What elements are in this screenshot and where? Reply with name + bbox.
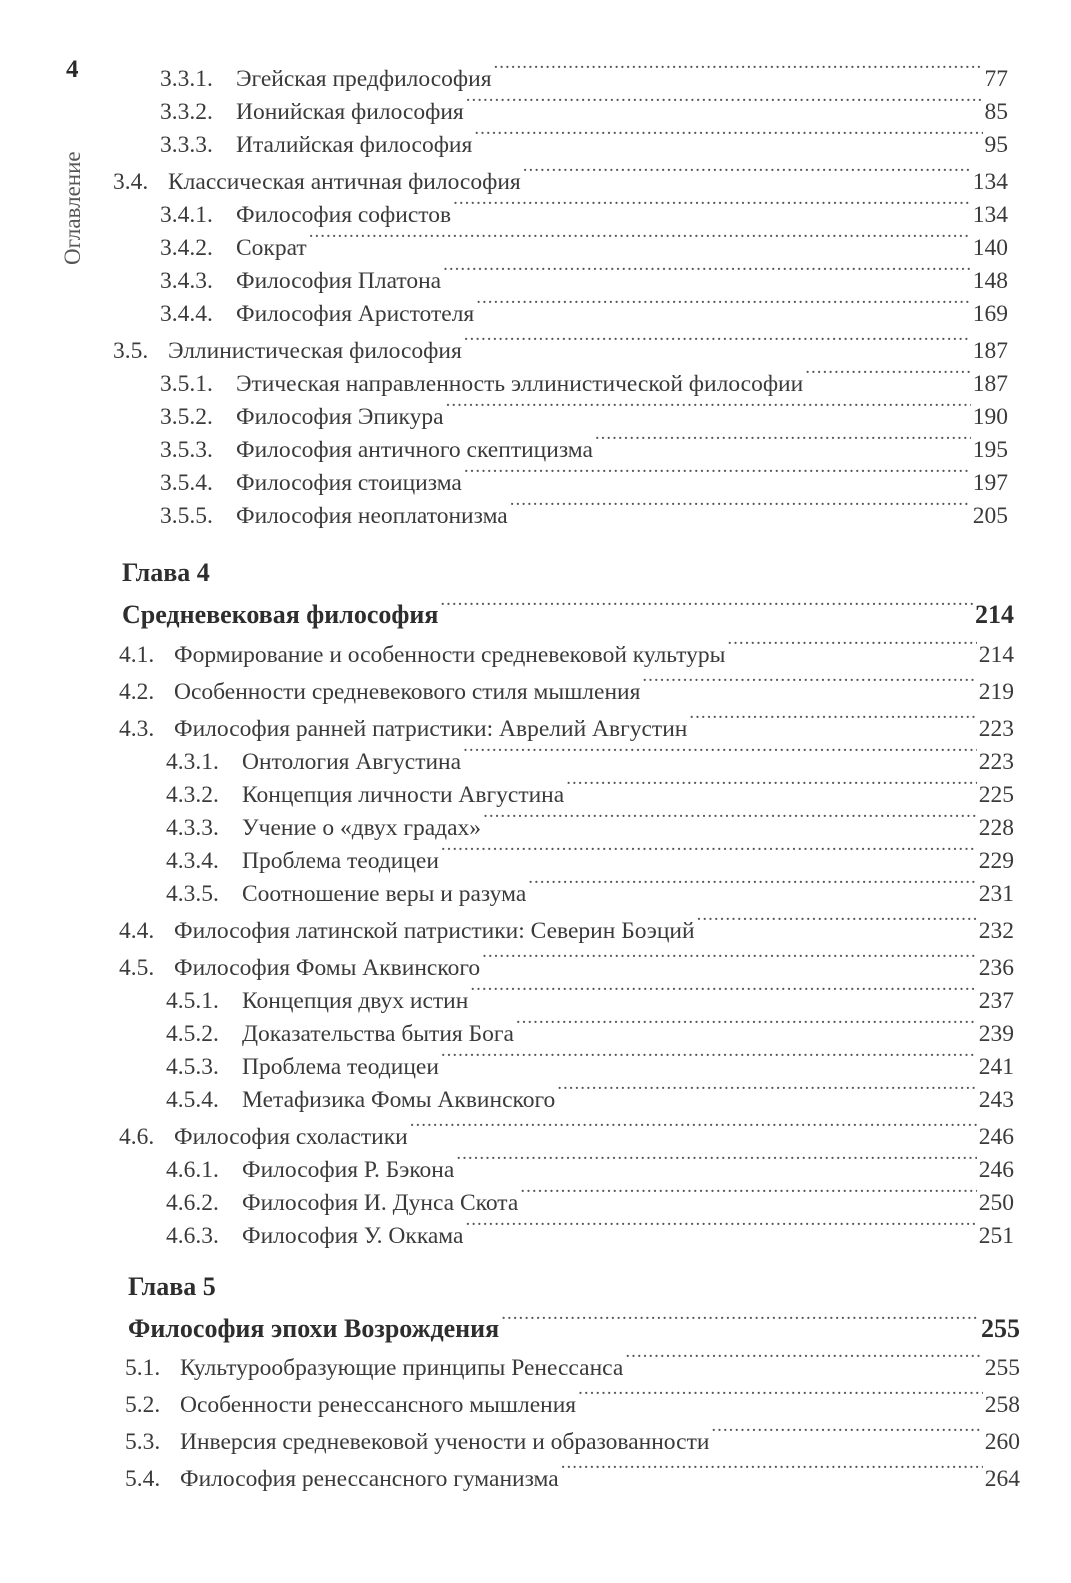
- entry-number: 5.2.: [125, 1392, 161, 1418]
- entry-number: 3.3.1.: [160, 66, 213, 92]
- entry-page-number: 223: [978, 749, 1014, 775]
- chapter-page-number: 255: [981, 1314, 1020, 1343]
- entry-title: Эгейская предфилософия: [236, 66, 492, 92]
- leader-dots: [470, 974, 976, 1008]
- toc-entry: [125, 1415, 1020, 1455]
- entry-page-number: 251: [978, 1223, 1014, 1249]
- entry-title: Классическая античная философия: [168, 169, 521, 195]
- leader-dots: [494, 52, 983, 86]
- entry-title: Философия схоластики: [174, 1124, 408, 1150]
- entry-number: 3.4.1.: [160, 202, 213, 228]
- entry-page-number: 246: [978, 1157, 1014, 1183]
- entry-page-number: 205: [972, 503, 1008, 529]
- entry-title: Философия Платона: [236, 268, 442, 294]
- leader-dots: [474, 118, 982, 152]
- leader-dots: [689, 702, 976, 736]
- entry-page-number: 241: [978, 1054, 1014, 1080]
- toc-entry: [166, 1209, 1014, 1249]
- entry-title: Концепция двух истин: [242, 988, 469, 1014]
- entry-title: Философия софистов: [236, 202, 452, 228]
- leader-dots: [523, 155, 971, 189]
- entry-page-number: 250: [978, 1190, 1014, 1216]
- entry-number: 4.5.2.: [166, 1021, 219, 1047]
- toc-entry: [166, 1143, 1014, 1183]
- entry-title: Философия Эпикура: [236, 404, 444, 430]
- toc-entry: [166, 834, 1014, 874]
- entry-page-number: 195: [972, 437, 1008, 463]
- toc-entry: [166, 1176, 1014, 1216]
- entry-title: Философия Фомы Аквинского: [174, 955, 481, 981]
- leader-dots: [566, 768, 977, 802]
- entry-page-number: 140: [972, 235, 1008, 261]
- entry-title: Философия неоплатонизма: [236, 503, 508, 529]
- leader-dots: [465, 1209, 976, 1243]
- entry-title: Культурообразующие принципы Ренессанса: [180, 1355, 624, 1381]
- leader-dots: [463, 735, 977, 769]
- leader-dots: [697, 904, 977, 938]
- entry-page-number: 134: [972, 169, 1008, 195]
- toc-entry: [166, 974, 1014, 1014]
- entry-title: Этическая направленность эллинистической философии: [236, 371, 804, 397]
- entry-page-number: 237: [978, 988, 1014, 1014]
- leader-dots: [625, 1341, 982, 1375]
- entry-number: 3.5.3.: [160, 437, 213, 463]
- leader-dots: [482, 941, 977, 975]
- entry-page-number: 219: [978, 679, 1014, 705]
- leader-dots: [557, 1073, 976, 1107]
- entry-page-number: 231: [978, 881, 1014, 907]
- entry-title: Проблема теодицеи: [242, 848, 439, 874]
- running-head: Оглавление: [60, 151, 85, 265]
- leader-dots: [642, 665, 976, 699]
- leader-dots: [443, 254, 971, 288]
- entry-number: 4.3.1.: [166, 749, 219, 775]
- toc-entry: [125, 1341, 1020, 1381]
- entry-number: 4.5.3.: [166, 1054, 219, 1080]
- entry-title: Концепция личности Августина: [242, 782, 565, 808]
- entry-number: 4.3.3.: [166, 815, 219, 841]
- entry-number: 4.6.2.: [166, 1190, 219, 1216]
- entry-title: Формирование и особенности средневековой культуры: [174, 642, 726, 668]
- entry-number: 3.3.2.: [160, 99, 213, 125]
- toc-entry: [119, 904, 1014, 944]
- leader-dots: [464, 456, 971, 490]
- leader-dots: [466, 85, 983, 119]
- toc-entry: [160, 287, 1008, 327]
- page-number: 4: [66, 56, 79, 83]
- entry-page-number: 243: [978, 1087, 1014, 1113]
- chapter-page-number: 214: [975, 600, 1014, 629]
- leader-dots: [456, 1143, 976, 1177]
- entry-page-number: 246: [978, 1124, 1014, 1150]
- chapter-label: Глава 5: [128, 1272, 216, 1301]
- entry-title: Доказательства бытия Бога: [242, 1021, 514, 1047]
- leader-dots: [453, 188, 971, 222]
- entry-title: Философия У. Оккама: [242, 1223, 464, 1249]
- entry-number: 5.4.: [125, 1466, 161, 1492]
- entry-number: 4.3.4.: [166, 848, 219, 874]
- leader-dots: [805, 357, 971, 391]
- entry-page-number: 95: [984, 132, 1008, 158]
- entry-number: 3.5.1.: [160, 371, 213, 397]
- entry-number: 3.4.3.: [160, 268, 213, 294]
- leader-dots: [441, 1040, 977, 1074]
- toc-entry: [125, 1378, 1020, 1418]
- entry-page-number: 85: [984, 99, 1008, 125]
- chapter-heading-entry: [128, 1303, 1020, 1343]
- toc-entry: [166, 801, 1014, 841]
- leader-dots: [711, 1415, 982, 1449]
- entry-page-number: 264: [984, 1466, 1020, 1492]
- entry-page-number: 260: [984, 1429, 1020, 1455]
- toc-entry: [166, 867, 1014, 907]
- chapter-heading-entry: [122, 589, 1014, 629]
- entry-title: Философия Р. Бэкона: [242, 1157, 455, 1183]
- toc-entry: [166, 1007, 1014, 1047]
- leader-dots: [516, 1007, 977, 1041]
- entry-page-number: 190: [972, 404, 1008, 430]
- entry-page-number: 197: [972, 470, 1008, 496]
- entry-number: 4.5.: [119, 955, 155, 981]
- entry-title: Особенности средневекового стиля мышления: [174, 679, 641, 705]
- entry-title: Философия ранней патристики: Аврелий Августин: [174, 716, 688, 742]
- toc-entry: [113, 155, 1008, 195]
- entry-title: Философия Аристотеля: [236, 301, 475, 327]
- leader-dots: [410, 1110, 977, 1144]
- entry-title: Философия стоицизма: [236, 470, 462, 496]
- entry-number: 4.3.: [119, 716, 155, 742]
- entry-title: Философия античного скептицизма: [236, 437, 593, 463]
- toc-entry: [160, 85, 1008, 125]
- entry-page-number: 169: [972, 301, 1008, 327]
- entry-page-number: 134: [972, 202, 1008, 228]
- entry-number: 3.5.2.: [160, 404, 213, 430]
- leader-dots: [578, 1378, 983, 1412]
- entry-number: 4.3.2.: [166, 782, 219, 808]
- entry-title: Сократ: [236, 235, 307, 261]
- entry-title: Эллинистическая философия: [168, 338, 462, 364]
- toc-entry: [166, 735, 1014, 775]
- entry-page-number: 223: [978, 716, 1014, 742]
- entry-title: Особенности ренессансного мышления: [180, 1392, 577, 1418]
- toc-entry: [160, 221, 1008, 261]
- toc-entry: [166, 768, 1014, 808]
- entry-number: 4.3.5.: [166, 881, 219, 907]
- toc-entry: [160, 52, 1008, 92]
- entry-number: 3.5.5.: [160, 503, 213, 529]
- entry-title: Проблема теодицеи: [242, 1054, 439, 1080]
- toc-entry: [160, 456, 1008, 496]
- entry-title: Философия ренессансного гуманизма: [180, 1466, 559, 1492]
- entry-number: 4.6.: [119, 1124, 155, 1150]
- entry-page-number: 77: [984, 66, 1008, 92]
- entry-number: 3.4.4.: [160, 301, 213, 327]
- toc-entry: [119, 702, 1014, 742]
- toc-entry: [160, 188, 1008, 228]
- entry-number: 4.5.4.: [166, 1087, 219, 1113]
- toc-entry: [160, 254, 1008, 294]
- entry-page-number: 187: [972, 371, 1008, 397]
- entry-number: 4.4.: [119, 918, 155, 944]
- entry-title: Философия И. Дунса Скота: [242, 1190, 519, 1216]
- entry-title: Ионийская философия: [236, 99, 464, 125]
- leader-dots: [464, 324, 971, 358]
- entry-number: 4.6.1.: [166, 1157, 219, 1183]
- entry-page-number: 236: [978, 955, 1014, 981]
- entry-page-number: 232: [978, 918, 1014, 944]
- entry-page-number: 228: [978, 815, 1014, 841]
- toc-entry: [166, 1073, 1014, 1113]
- toc-entry: [160, 390, 1008, 430]
- leader-dots: [441, 834, 977, 868]
- toc-entry: [119, 941, 1014, 981]
- toc-entry: [119, 665, 1014, 705]
- entry-number: 4.2.: [119, 679, 155, 705]
- toc-entry: [119, 1110, 1014, 1150]
- entry-title: Философия латинской патристики: Северин Боэций: [174, 918, 695, 944]
- toc-entry: [160, 118, 1008, 158]
- entry-title: Инверсия средневековой учености и образованности: [180, 1429, 710, 1455]
- entry-title: Италийская философия: [236, 132, 473, 158]
- chapter-title: Философия эпохи Возрождения: [128, 1314, 500, 1343]
- toc-entry: [160, 423, 1008, 463]
- entry-number: 4.6.3.: [166, 1223, 219, 1249]
- leader-dots: [309, 221, 971, 255]
- entry-page-number: 239: [978, 1021, 1014, 1047]
- toc-entry: [160, 357, 1008, 397]
- leader-dots: [727, 628, 976, 662]
- entry-title: Метафизика Фомы Аквинского: [242, 1087, 556, 1113]
- leader-dots: [595, 423, 971, 457]
- entry-page-number: 258: [984, 1392, 1020, 1418]
- entry-page-number: 148: [972, 268, 1008, 294]
- entry-page-number: 255: [984, 1355, 1020, 1381]
- leader-dots: [520, 1176, 976, 1210]
- toc-entry: [160, 489, 1008, 529]
- chapter-title: Средневековая философия: [122, 600, 439, 629]
- entry-number: 3.3.3.: [160, 132, 213, 158]
- leader-dots: [440, 589, 973, 623]
- entry-number: 4.1.: [119, 642, 155, 668]
- leader-dots: [528, 867, 977, 901]
- entry-page-number: 225: [978, 782, 1014, 808]
- entry-number: 3.4.2.: [160, 235, 213, 261]
- entry-title: Соотношение веры и разума: [242, 881, 527, 907]
- toc-entry: [119, 628, 1014, 668]
- leader-dots: [561, 1452, 983, 1486]
- leader-dots: [510, 489, 971, 523]
- leader-dots: [476, 287, 971, 321]
- leader-dots: [501, 1303, 979, 1337]
- entry-number: 5.1.: [125, 1355, 161, 1381]
- toc-entry: [125, 1452, 1020, 1492]
- entry-title: Учение о «двух градах»: [242, 815, 482, 841]
- leader-dots: [446, 390, 971, 424]
- toc-entry: [166, 1040, 1014, 1080]
- entry-number: 5.3.: [125, 1429, 161, 1455]
- entry-number: 4.5.1.: [166, 988, 219, 1014]
- leader-dots: [483, 801, 977, 835]
- entry-page-number: 214: [978, 642, 1014, 668]
- chapter-label: Глава 4: [122, 558, 210, 587]
- entry-number: 3.4.: [113, 169, 149, 195]
- entry-title: Онтология Августина: [242, 749, 462, 775]
- toc-entry: [113, 324, 1008, 364]
- entry-page-number: 187: [972, 338, 1008, 364]
- entry-page-number: 229: [978, 848, 1014, 874]
- entry-number: 3.5.4.: [160, 470, 213, 496]
- entry-number: 3.5.: [113, 338, 149, 364]
